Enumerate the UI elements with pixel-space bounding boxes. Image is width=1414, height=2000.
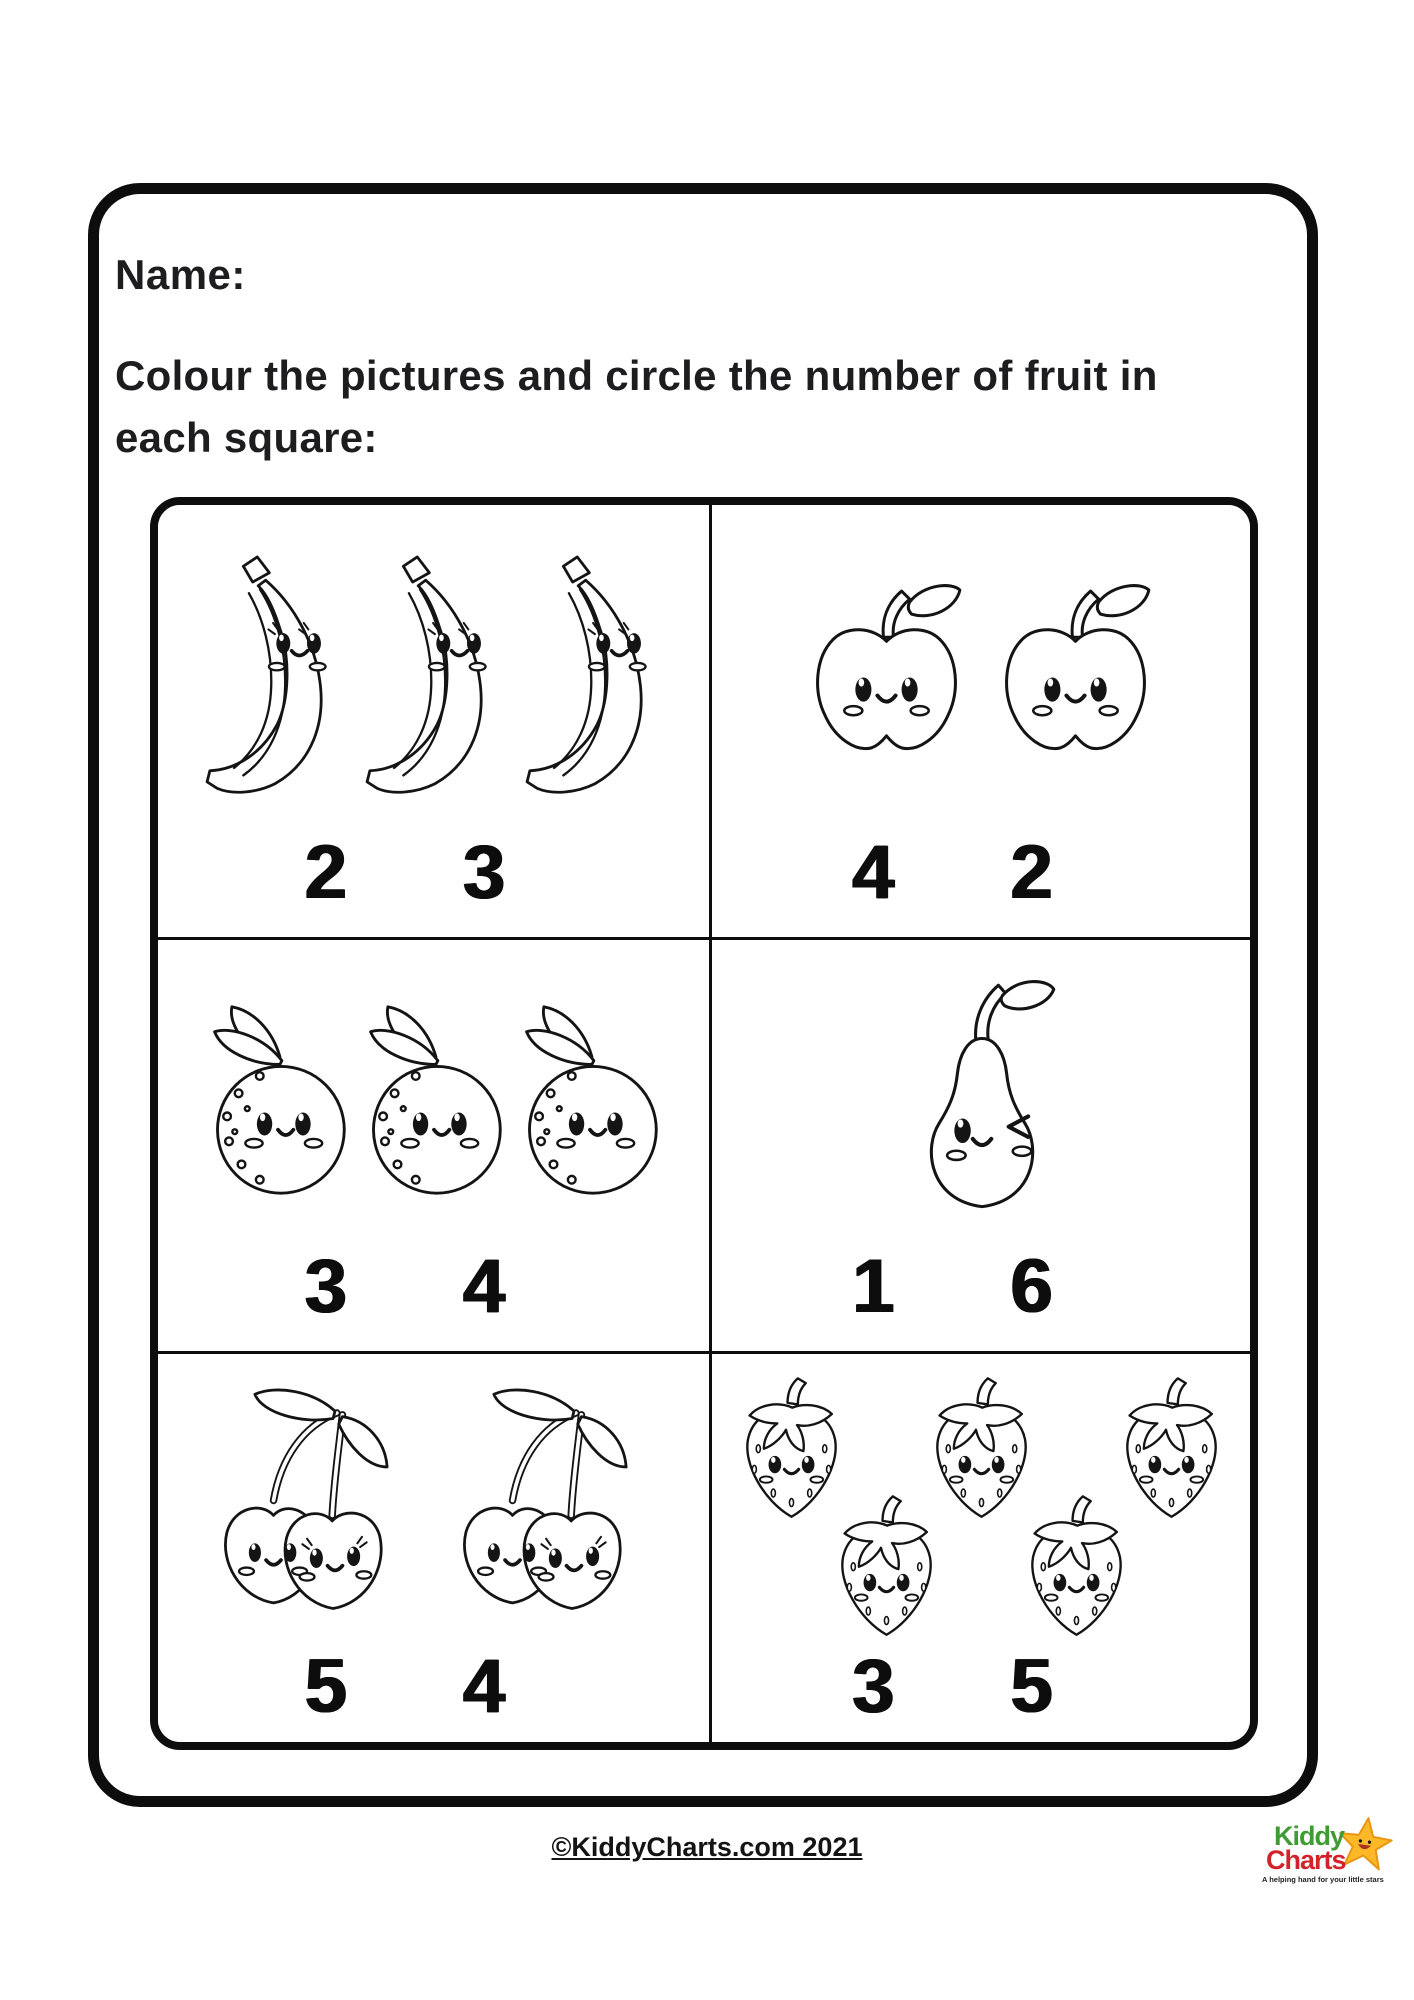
number-options: [684, 830, 1222, 937]
worksheet-grid: [150, 497, 1258, 1750]
pear-icon: [903, 977, 1059, 1223]
number-option: 2: [304, 830, 348, 915]
number-option: 3: [304, 1244, 348, 1329]
number-options: [684, 1244, 1222, 1351]
instruction-line-1: Colour the pictures and circle the number of fruit in: [115, 352, 1158, 399]
fruit-group-cherries: [158, 1354, 709, 1649]
name-label: Name:: [115, 251, 246, 298]
kiddycharts-logo: [1262, 1818, 1402, 1890]
number-option: 4: [463, 1244, 507, 1329]
fruit-group-bananas: [158, 505, 709, 835]
logo-tagline: A helping hand for your little stars: [1262, 1875, 1384, 1884]
cherries-icon: [451, 1385, 656, 1629]
orange-icon: [205, 1001, 351, 1199]
banana-icon: [515, 554, 673, 796]
number-option: 3: [463, 830, 507, 915]
number-option: 4: [852, 830, 896, 915]
apple-icon: [810, 577, 963, 774]
apple-icon: [999, 577, 1152, 774]
cherries-icon: [212, 1385, 417, 1629]
number-option: 6: [1010, 1244, 1054, 1329]
orange-icon: [361, 1001, 507, 1199]
number-option: 3: [852, 1644, 896, 1729]
number-option: 4: [463, 1644, 507, 1729]
banana-icon: [195, 554, 353, 796]
logo-charts-text: Charts: [1266, 1845, 1346, 1875]
number-options: [684, 1644, 1222, 1750]
footer-credit: ©KiddyCharts.com 2021: [551, 1832, 863, 1862]
strawberry-icon: [1112, 1376, 1231, 1531]
instruction-line-2: each square:: [115, 414, 378, 461]
number-options: [150, 1244, 681, 1351]
number-options: [150, 830, 681, 937]
banana-icon: [355, 554, 513, 796]
number-option: 2: [1010, 830, 1054, 915]
grid-cell-cherries: [158, 1354, 712, 1750]
grid-cell-apples: [712, 505, 1250, 940]
grid-cell-pear: [712, 940, 1250, 1354]
grid-cell-bananas: [158, 505, 712, 940]
logo-kiddy-text: Kiddy: [1274, 1821, 1345, 1851]
fruit-group-strawberries: [712, 1354, 1250, 1649]
number-options: [150, 1644, 681, 1750]
number-option: 1: [852, 1244, 896, 1329]
grid-cell-strawberries: [712, 1354, 1250, 1750]
grid-cell-oranges: [158, 940, 712, 1354]
number-option: 5: [304, 1644, 348, 1729]
fruit-group-oranges: [158, 940, 709, 1249]
number-option: 5: [1010, 1644, 1054, 1729]
fruit-group-pear: [712, 940, 1250, 1249]
fruit-group-apples: [712, 505, 1250, 835]
orange-icon: [517, 1001, 663, 1199]
instruction-text: [115, 345, 1245, 469]
